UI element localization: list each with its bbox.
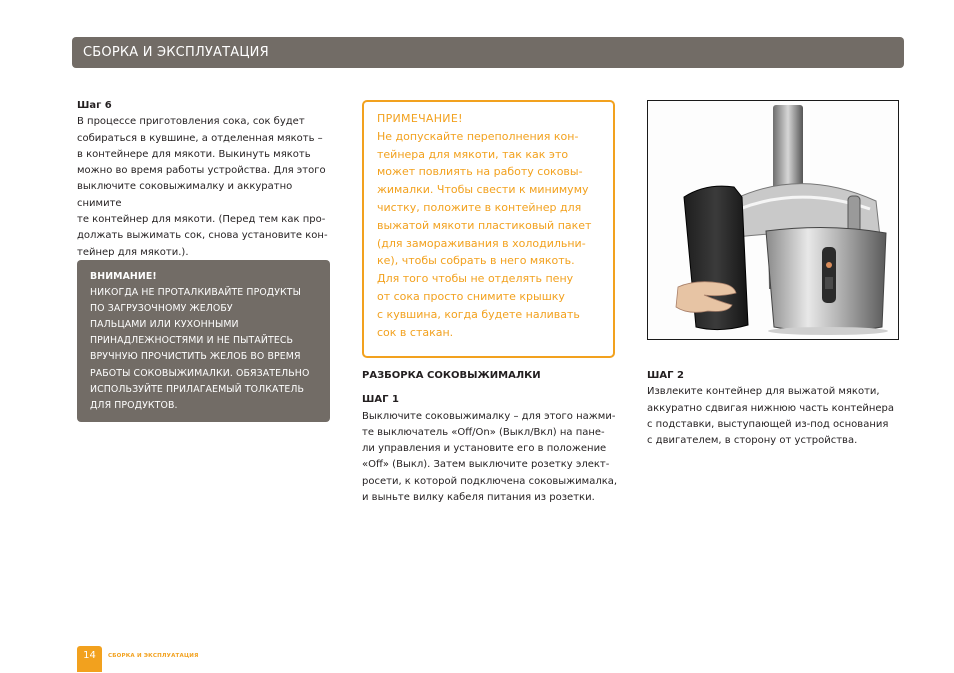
right-column — [647, 368, 907, 449]
disassembly-heading: РАЗБОРКА СОКОВЫЖИМАЛКИ — [362, 370, 541, 381]
step-1-text: Выключите соковыжималку – для этого нажми- те выключатель «Off/On» (Выкл/Вкл) на пане- ли управления и установите его в положение «Off» (Выкл). Затем выключите розетку элект- росети, к которой подключена соковыжималка, и выньте вилку кабеля питания из розетки. — [362, 410, 618, 504]
step-2-heading: ШАГ 2 — [647, 370, 684, 381]
step-6-heading: Шаг 6 — [77, 100, 112, 111]
step-6-text: В процессе приготовления сока, сок будет собираться в кувшине, а отделенная мякоть – в контейнере для мякоти. Выкинуть мякоть можно во время работы устройства. Для этого выключите соковыжималку и аккуратно снимите те контейнер для мякоти. (Перед тем как про- должать выжимать сок, снова установите кон- тейнер для мякоти.). — [77, 116, 328, 258]
section-header-bar — [72, 37, 904, 68]
left-column — [77, 98, 335, 261]
note-box — [362, 100, 615, 358]
step-2-text: Извлеките контейнер для выжатой мякоти, аккуратно сдвигая нижнюю часть контейнера с подставки, выступающей из-под основания с двигателем, в сторону от устройства. — [647, 386, 895, 447]
control-panel — [822, 247, 836, 303]
feed-tube — [773, 105, 803, 191]
dial-indicator — [826, 262, 832, 268]
warning-text: НИКОГДА НЕ ПРОТАЛКИВАЙТЕ ПРОДУКТЫ ПО ЗАГРУЗОЧНОМУ ЖЕЛОБУ ПАЛЬЦАМИ ИЛИ КУХОННЫМИ ПРИНАДЛЕЖНОСТЯМИ И НЕ ПЫТАЙТЕСЬ ВРУЧНУЮ ПРОЧИСТИТЬ ЖЕЛОБ ВО ВРЕМЯ РАБОТЫ СОКОВЫЖИМАЛКИ. ОБЯЗАТЕЛЬНО ИСПОЛЬЗУЙТЕ ПРИЛАГАЕМЫЙ ТОЛКАТЕЛЬ ДЛЯ ПРОДУКТОВ. — [90, 287, 310, 411]
note-text: Не допускайте переполнения кон- тейнера для мякоти, так как это может повлиять на работу соковы- жималки. Чтобы свести к минимуму чистку, положите в контейнер для выжатой мякоти пластиковый пакет (для замораживания в холодильни- ке), чтобы собрать в него мякоть. Для того чтобы не отделять пену от сока просто снимите крышку с кувшина, когда будете наливать сок в стакан. — [377, 129, 592, 339]
step-1-heading: ШАГ 1 — [362, 394, 399, 406]
note-title: ПРИМЕЧАНИЕ! — [377, 112, 463, 125]
juicer-photo — [647, 100, 899, 340]
page-number: 14 — [77, 646, 102, 672]
middle-column — [362, 368, 622, 506]
warning-box — [77, 260, 330, 422]
section-header-title: СБОРКА И ЭКСПЛУАТАЦИЯ — [83, 45, 269, 60]
warning-title: ВНИМАНИЕ! — [90, 271, 157, 282]
juicer-illustration — [648, 101, 898, 339]
footer-section-label: СБОРКА И ЭКСПЛУАТАЦИЯ — [108, 653, 199, 659]
